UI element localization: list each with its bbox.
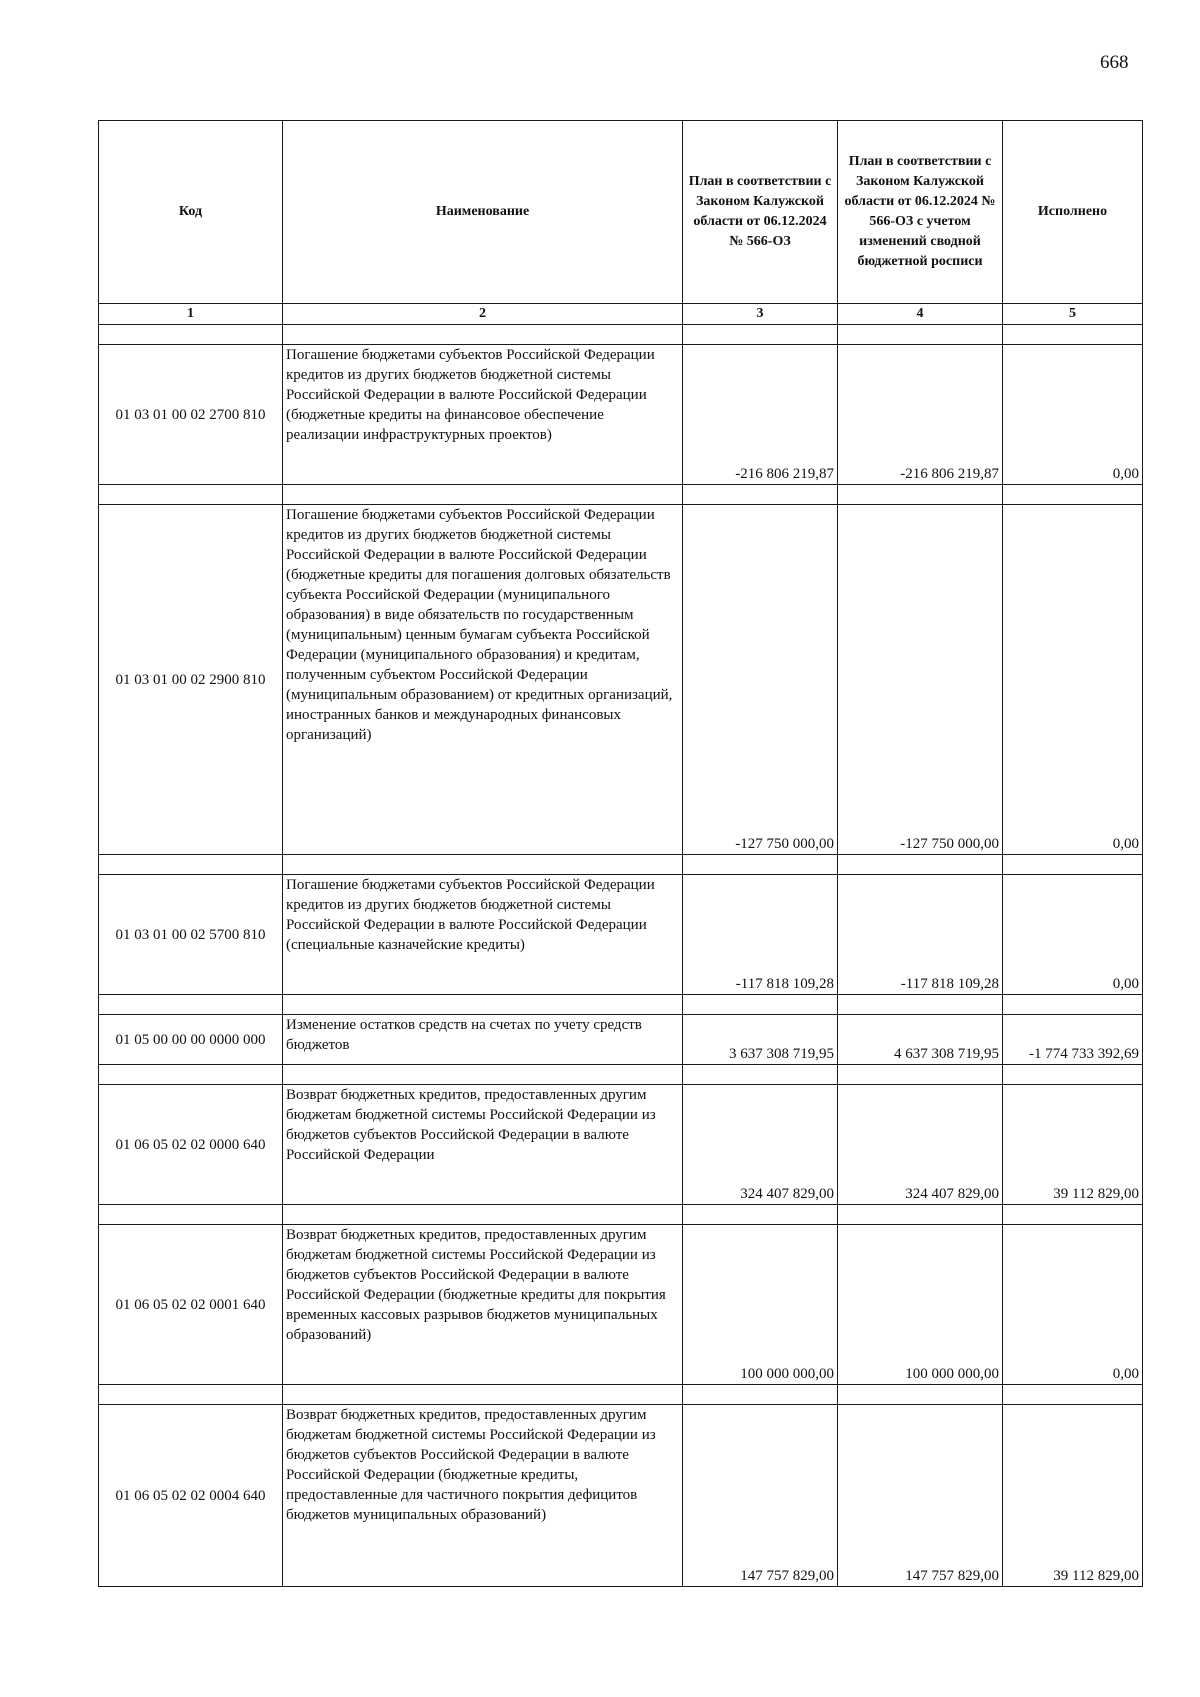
column-number: 1 [99,304,283,325]
column-number: 3 [683,304,838,325]
row-plan-law: 3 637 308 719,95 [683,1015,838,1065]
column-number: 2 [283,304,683,325]
header-name: Наименование [283,121,683,304]
row-executed: -1 774 733 392,69 [1003,1015,1143,1065]
row-code: 01 03 01 00 02 2700 810 [99,345,283,485]
row-plan-updated: 324 407 829,00 [838,1085,1003,1205]
column-number: 5 [1003,304,1143,325]
spacer-row [99,485,1143,505]
row-executed: 0,00 [1003,875,1143,995]
row-plan-law: 324 407 829,00 [683,1085,838,1205]
row-executed: 0,00 [1003,505,1143,855]
header-plan-updated: План в соответствии с Законом Калужской области от 06.12.2024 № 566-ОЗ с учетом изменений сводной бюджетной росписи [838,121,1003,304]
row-name: Погашение бюджетами субъектов Российской Федерации кредитов из других бюджетов бюджетной системы Российской Федерации в валюте Российской Федерации (бюджетные кредиты для погашения долговых обязательств субъекта Российской Федерации (муниципального образования) в виде обязательств по государственным (муниципальным) ценным бумагам субъекта Российской Федерации (муниципального образования) и кредитам, полученным субъектом Российской Федерации (муниципальным образованием) от кредитных организаций, иностранных банков и международных финансовых организаций) [283,505,683,855]
table-row [99,1085,1143,1205]
row-name: Возврат бюджетных кредитов, предоставленных другим бюджетам бюджетной системы Российской Федерации из бюджетов субъектов Российской Федерации в валюте Российской Федерации [283,1085,683,1205]
row-executed: 0,00 [1003,1225,1143,1385]
row-code: 01 03 01 00 02 5700 810 [99,875,283,995]
row-plan-law: -117 818 109,28 [683,875,838,995]
row-name: Возврат бюджетных кредитов, предоставленных другим бюджетам бюджетной системы Российской Федерации из бюджетов субъектов Российской Федерации в валюте Российской Федерации (бюджетные кредиты, предоставленные для частичного покрытия дефицитов бюджетов муниципальных образований) [283,1405,683,1587]
table-row [99,1015,1143,1065]
spacer-row [99,995,1143,1015]
budget-table [98,120,1143,1587]
table-row [99,1225,1143,1385]
header-code: Код [99,121,283,304]
header-row [99,121,1143,304]
row-plan-law: -127 750 000,00 [683,505,838,855]
row-name: Погашение бюджетами субъектов Российской Федерации кредитов из других бюджетов бюджетной системы Российской Федерации в валюте Российской Федерации (специальные казначейские кредиты) [283,875,683,995]
row-code: 01 03 01 00 02 2900 810 [99,505,283,855]
row-code: 01 06 05 02 02 0004 640 [99,1405,283,1587]
row-executed: 0,00 [1003,345,1143,485]
table-row [99,345,1143,485]
header-executed: Исполнено [1003,121,1143,304]
row-plan-updated: -127 750 000,00 [838,505,1003,855]
row-name: Погашение бюджетами субъектов Российской Федерации кредитов из других бюджетов бюджетной системы Российской Федерации в валюте Российской Федерации (бюджетные кредиты на финансовое обеспечение реализации инфраструктурных проектов) [283,345,683,485]
spacer-row [99,1385,1143,1405]
row-plan-updated: -117 818 109,28 [838,875,1003,995]
table-row [99,875,1143,995]
row-plan-updated: 4 637 308 719,95 [838,1015,1003,1065]
row-plan-updated: 147 757 829,00 [838,1405,1003,1587]
spacer-row [99,1205,1143,1225]
spacer-row [99,325,1143,345]
column-number: 4 [838,304,1003,325]
row-plan-updated: 100 000 000,00 [838,1225,1003,1385]
row-plan-updated: -216 806 219,87 [838,345,1003,485]
table-row [99,1405,1143,1587]
spacer-row [99,855,1143,875]
row-code: 01 05 00 00 00 0000 000 [99,1015,283,1065]
row-code: 01 06 05 02 02 0000 640 [99,1085,283,1205]
spacer-row [99,1065,1143,1085]
row-plan-law: 147 757 829,00 [683,1405,838,1587]
header-plan-law: План в соответствии с Законом Калужской области от 06.12.2024 № 566-ОЗ [683,121,838,304]
row-executed: 39 112 829,00 [1003,1405,1143,1587]
row-name: Изменение остатков средств на счетах по учету средств бюджетов [283,1015,683,1065]
row-plan-law: -216 806 219,87 [683,345,838,485]
row-code: 01 06 05 02 02 0001 640 [99,1225,283,1385]
row-name: Возврат бюджетных кредитов, предоставленных другим бюджетам бюджетной системы Российской Федерации из бюджетов субъектов Российской Федерации в валюте Российской Федерации (бюджетные кредиты для покрытия временных кассовых разрывов бюджетов муниципальных образований) [283,1225,683,1385]
page-number: 668 [1100,52,1129,73]
row-executed: 39 112 829,00 [1003,1085,1143,1205]
row-plan-law: 100 000 000,00 [683,1225,838,1385]
column-number-row [99,304,1143,325]
table-row [99,505,1143,855]
